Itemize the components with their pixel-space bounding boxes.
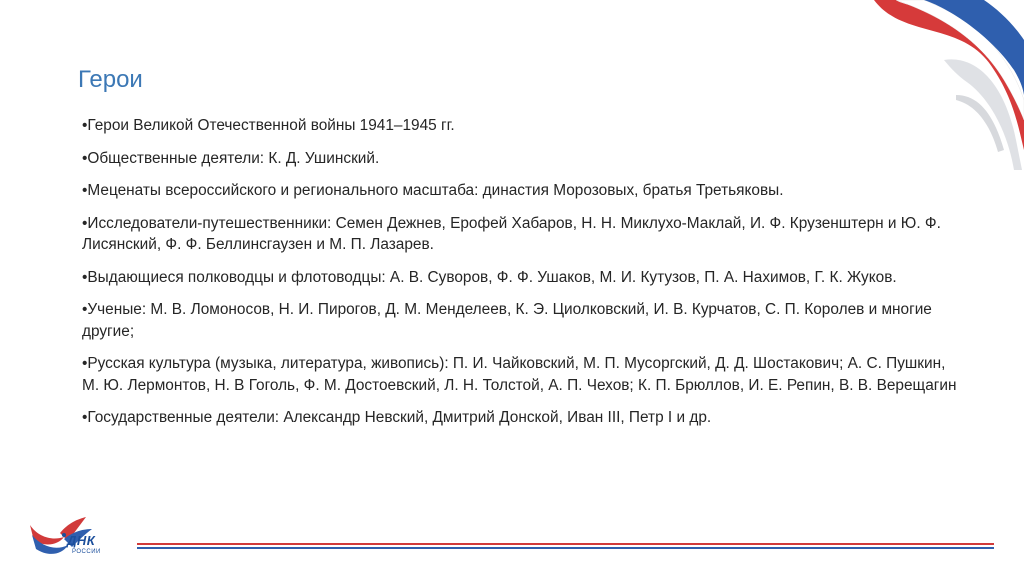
list-item: • Государственные деятели: Александр Невский, Дмитрий Донской, Иван III, Петр I и др. xyxy=(82,407,962,429)
list-item: • Исследователи-путешественники: Семен Дежнев, Ерофей Хабаров, Н. Н. Миклухо-Маклай, И. Ф. Крузенштерн и Ю. Ф. Лисянский, Ф. Ф. Беллинсгаузен и М. П. Лазарев. xyxy=(82,213,962,256)
list-item: • Выдающиеся полководцы и флотоводцы: А. В. Суворов, Ф. Ф. Ушаков, М. И. Кутузов, П. А. Нахимов, Г. К. Жуков. xyxy=(82,267,962,289)
list-item: • Общественные деятели: К. Д. Ушинский. xyxy=(82,148,962,170)
footer-divider xyxy=(137,543,994,551)
list-item: • Герои Великой Отечественной войны 1941–1945 гг. xyxy=(82,115,962,137)
list-item: • Русская культура (музыка, литература, живопись): П. И. Чайковский, М. П. Мусоргский, Д. Д. Шостакович; А. С. Пушкин, М. Ю. Лермонтов, Н. В Гоголь, Ф. М. Достоевский, Л. Н. Толстой, А. П. Чехов; К. П. Брюллов, И. Е. Репин, В. В. Верещагин xyxy=(82,353,962,396)
footer-line-red xyxy=(137,543,994,545)
logo-subtitle: РОССИИ xyxy=(72,549,101,555)
slide-title: Герои xyxy=(78,66,143,93)
logo-name: ДНК xyxy=(67,533,96,548)
list-item: • Меценаты всероссийского и регионального масштаба: династия Морозовых, братья Третьяковы. xyxy=(82,180,962,202)
footer-line-blue xyxy=(137,547,994,549)
list-item: • Ученые: М. В. Ломоносов, Н. И. Пирогов, Д. М. Менделеев, К. Э. Циолковский, И. В. Курчатов, С. П. Королев и многие другие; xyxy=(82,299,962,342)
hero-list xyxy=(82,115,962,440)
